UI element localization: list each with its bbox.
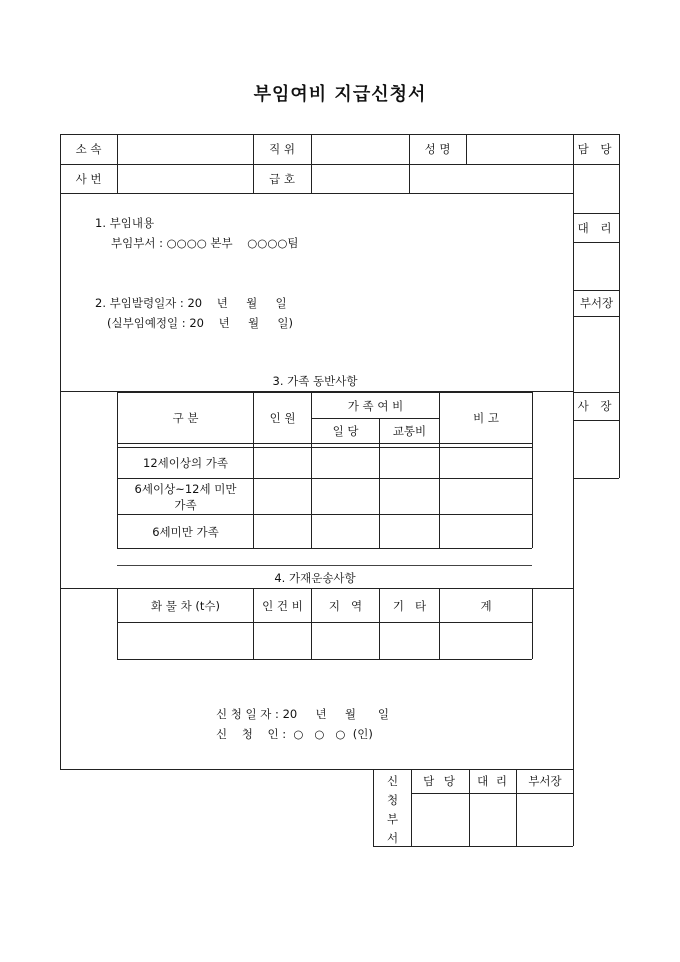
applicant-dept-label (374, 772, 411, 848)
grade-label: 급 호 (269, 171, 295, 186)
family-row-label-line: 6세이상~12세 미만 (134, 481, 237, 496)
family-col-transport: 교통비 (392, 424, 427, 438)
applicant-dept-head-sign[interactable] (517, 794, 573, 846)
applicant-name: 신 청 인 : ○ ○ ○ (인) (216, 727, 373, 741)
employee-number-label: 사 번 (75, 171, 102, 186)
section3-heading: 3. 가족 동반사항 (272, 374, 358, 388)
family-row-label: 12세이상의 가족 (143, 456, 228, 470)
family-row-label (118, 479, 253, 514)
applicant-dept-deputy-label: 대 리 (477, 774, 509, 788)
employee-number-field[interactable] (118, 165, 252, 192)
application-date: 신 청 일 자 : 20 년 월 일 (216, 707, 390, 721)
family-col-remarks: 비 고 (473, 411, 499, 425)
approval-dept-head-label: 부서장 (579, 296, 614, 310)
applicant-dept-manager-label: 담 당 (423, 774, 458, 788)
affiliation-field[interactable] (118, 135, 252, 163)
section1-dept-line: 부임부서 : ○○○○ 본부 ○○○○팀 (111, 236, 299, 250)
moving-col-region: 지 역 (328, 598, 363, 613)
approval-manager-sign[interactable] (574, 165, 619, 212)
family-col-persons: 인 원 (269, 411, 296, 425)
moving-col-labor: 인 건 비 (262, 598, 303, 613)
document-title: 부임여비 지급신청서 (253, 84, 427, 105)
applicant-dept-manager-sign[interactable] (412, 794, 469, 846)
approval-manager-label: 담 당 (577, 142, 616, 156)
applicant-dept-head-label: 부서장 (528, 774, 562, 788)
section2-actual-date: (실부임예정일 : 20 년 월 일) (107, 316, 293, 330)
name-label: 성 명 (424, 142, 451, 156)
label-char: 청 (386, 793, 399, 807)
approval-president-label: 사 장 (577, 399, 616, 413)
name-field[interactable] (467, 135, 572, 163)
family-col-category: 구 분 (172, 411, 199, 425)
affiliation-label: 소 속 (75, 142, 102, 156)
approval-deputy-label: 대 리 (577, 220, 616, 235)
label-char: 서 (386, 831, 399, 845)
label-char: 부 (386, 812, 399, 826)
moving-col-total: 계 (480, 598, 492, 613)
family-col-travel-expense: 가 족 여 비 (347, 398, 404, 413)
moving-col-other: 기 타 (392, 598, 427, 613)
section4-heading: 4. 가재운송사항 (274, 571, 356, 585)
approval-president-sign[interactable] (574, 421, 619, 477)
family-row-label-line: 가족 (174, 497, 197, 512)
section2-heading: 2. 부임발령일자 : 20 년 월 일 (95, 296, 287, 310)
family-col-daily: 일 당 (332, 424, 359, 438)
family-row-label: 6세미만 가족 (152, 524, 219, 539)
grade-field[interactable] (312, 165, 408, 192)
label-char: 신 (386, 774, 399, 788)
position-field[interactable] (312, 135, 408, 163)
section1-heading: 1. 부임내용 (95, 216, 155, 230)
moving-col-truck: 화 물 차 (t수) (151, 598, 220, 613)
approval-deputy-sign[interactable] (574, 243, 619, 289)
position-label: 직 위 (269, 142, 295, 156)
applicant-dept-deputy-sign[interactable] (470, 794, 516, 846)
